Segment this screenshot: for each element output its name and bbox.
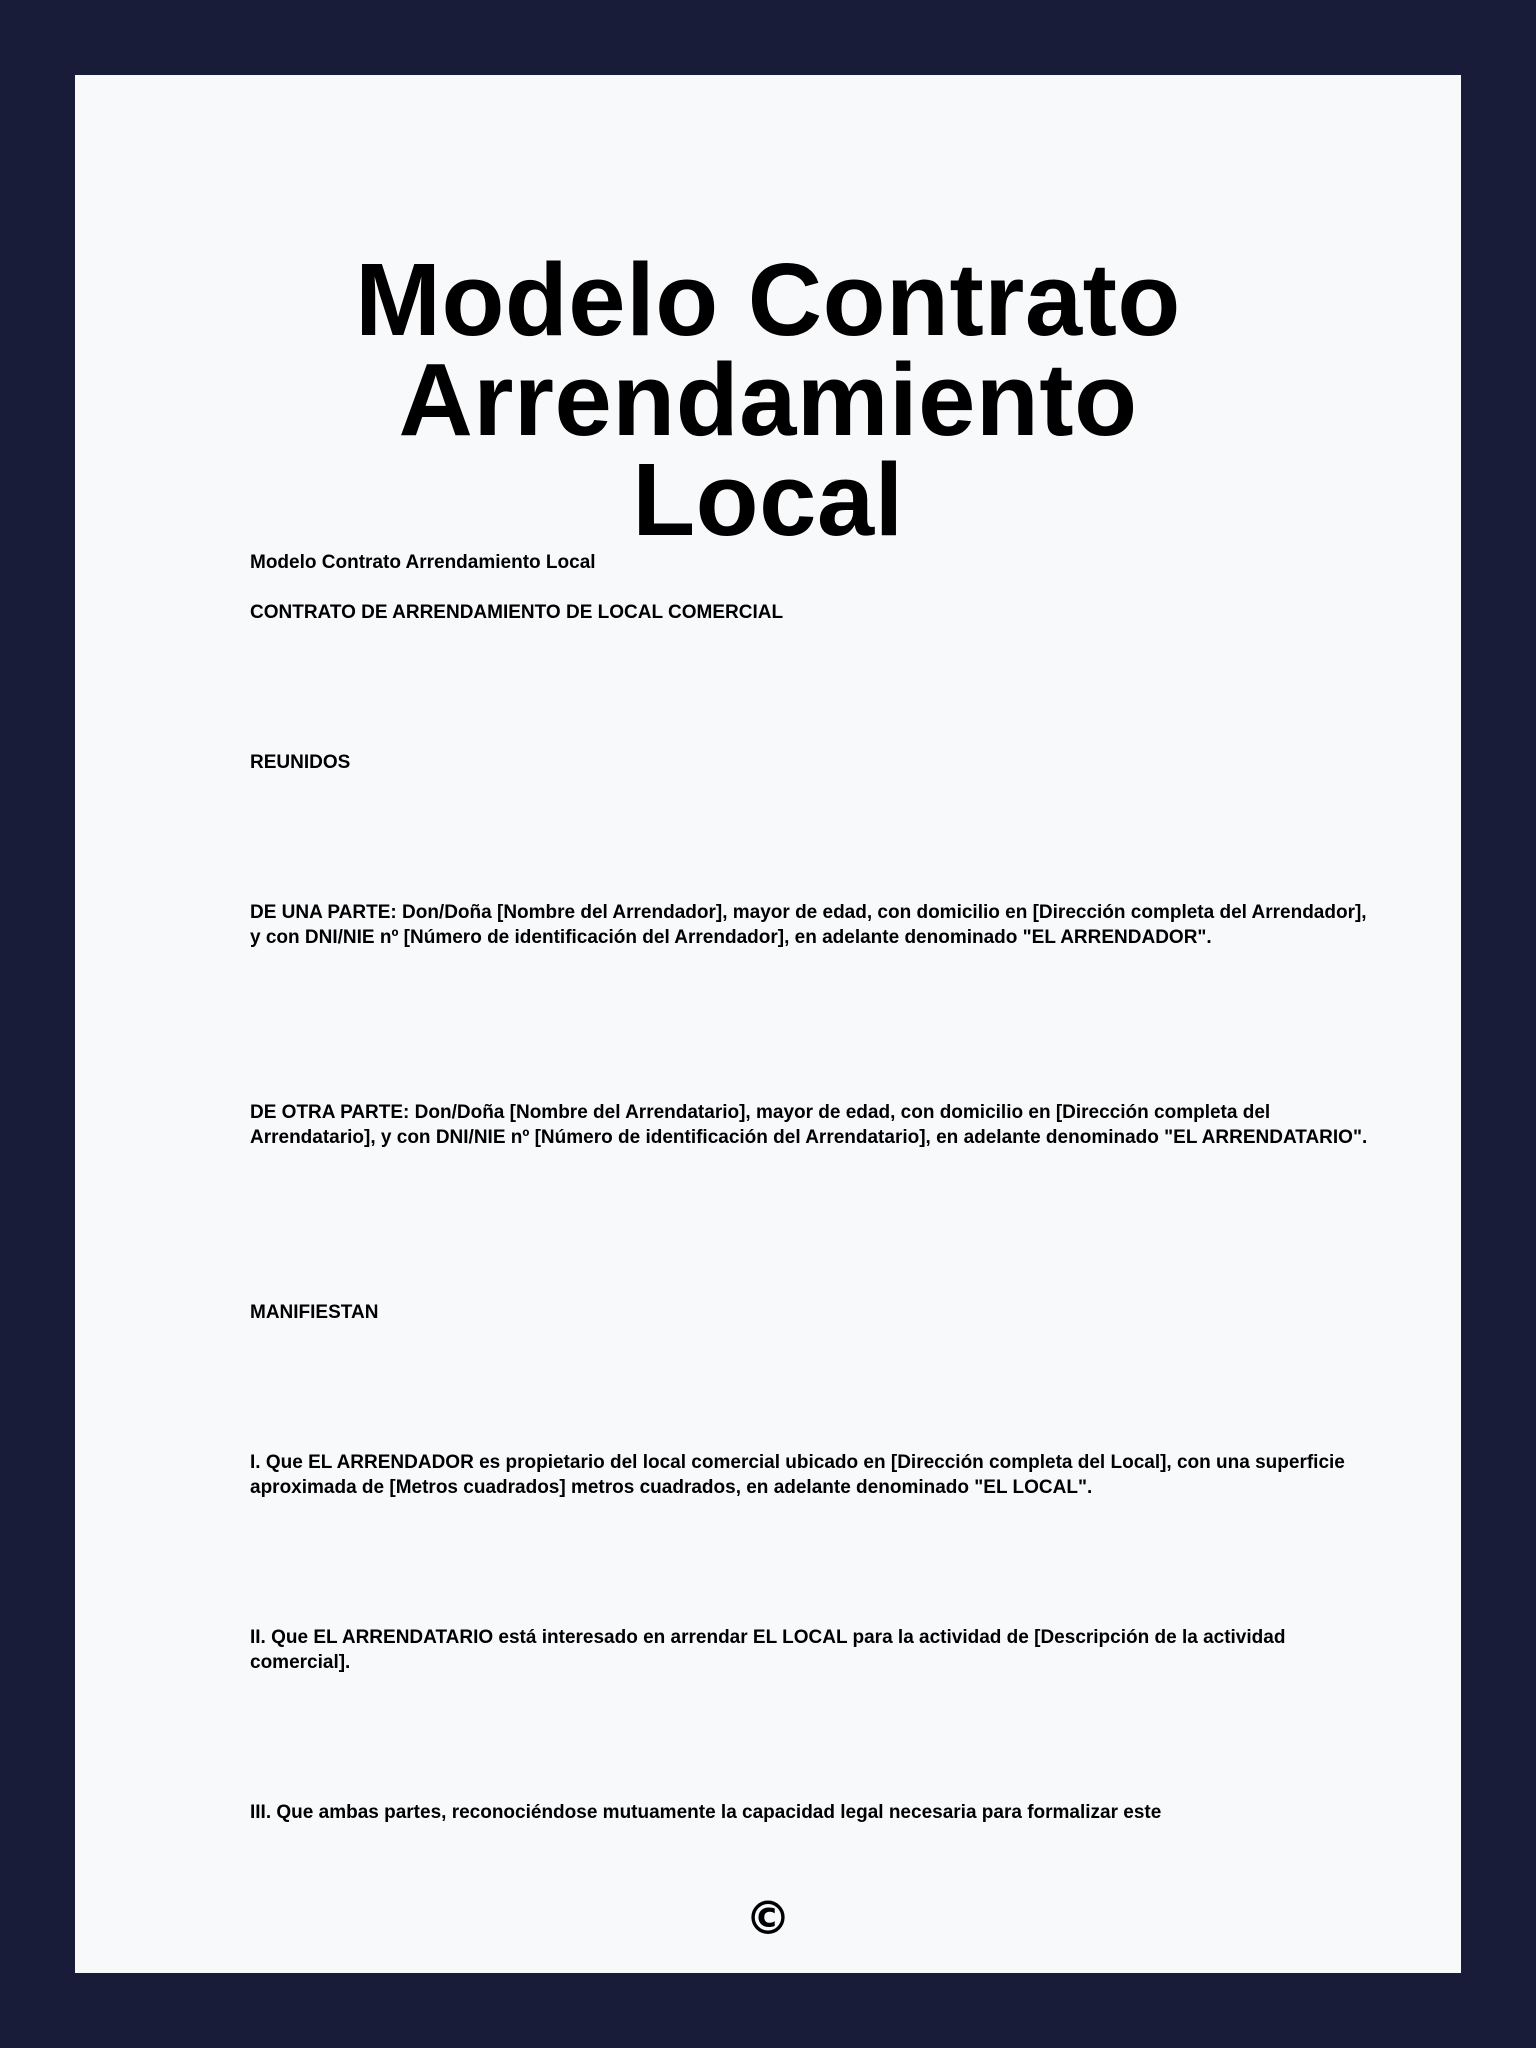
paragraph-arrendador: DE UNA PARTE: Don/Doña [Nombre del Arrendador], mayor de edad, con domicilio en [Dirección completa del Arrendador], y con DNI/NIE nº [Número de identificación del Arrendador], en adelante denominado "EL ARRENDADOR". (250, 902, 1367, 948)
paragraph-manifiestan-i: I. Que EL ARRENDADOR es propietario del local comercial ubicado en [Dirección completa del Local], con una superficie aproximada de [Metros cuadrados] metros cuadrados, en adelante denominado "EL LOCAL". (250, 1452, 1345, 1498)
section-heading-reunidos: REUNIDOS (250, 752, 351, 773)
copyright-icon: © (745, 1891, 791, 1945)
contract-heading: CONTRATO DE ARRENDAMIENTO DE LOCAL COMERCIAL (250, 602, 784, 623)
paragraph-manifiestan-iii: III. Que ambas partes, reconociéndose mutuamente la capacidad legal necesaria para formalizar este (250, 1802, 1162, 1823)
section-heading-manifiestan: MANIFIESTAN (250, 1302, 379, 1323)
document-subtitle: Modelo Contrato Arrendamiento Local (250, 552, 596, 573)
paragraph-manifiestan-ii: II. Que EL ARRENDATARIO está interesado en arrendar EL LOCAL para la actividad de [Descripción de la actividad comercial]. (250, 1627, 1286, 1673)
paragraph-arrendatario: DE OTRA PARTE: Don/Doña [Nombre del Arrendatario], mayor de edad, con domicilio en [Dirección completa del Arrendatario], y con DNI/NIE nº [Número de identificación del Arrendatario], en adelante denominado "EL ARRENDATARIO". (250, 1102, 1368, 1148)
document-title: Modelo Contrato Arrendamiento Local (355, 242, 1181, 557)
document-page (75, 75, 1461, 1973)
